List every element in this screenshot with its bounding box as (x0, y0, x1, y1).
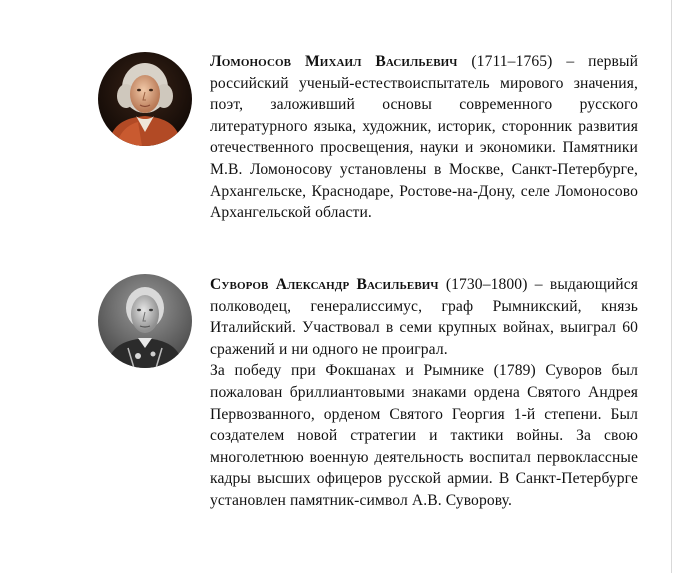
life-years: (1711–1765) (471, 53, 553, 70)
person-name: Ломоносов Михаил Васильевич (210, 53, 458, 70)
entry-text-suvorov (210, 274, 638, 512)
biography-paragraph: – первый российский ученый-естествоиспытатель мирового значения, поэт, заложивший основы современного русского литературного языка, художник, историк, сторонник развития отечественного просвещения, науки и экономики. Памятники М.В. Ломоносову установлены в Москве, Санкт-Петербурге, Архангельске, Краснодаре, Ростове-на-Дону, селе Ломоносово Архангельской области. (210, 53, 639, 222)
person-name: Суворов Александр Васильевич (210, 276, 439, 293)
biography-paragraph-1 (210, 274, 638, 360)
portrait-suvorov-icon (98, 274, 192, 368)
biography-text: – выдающийся полководец, генералиссимус, граф Рымникский, князь Италийский. Участвовал в семи крупных войнах, выиграл 60 сражений и ни одного не проиграл. (210, 276, 638, 358)
entry-text-lomonosov (210, 51, 638, 224)
portrait-lomonosov-icon (98, 52, 192, 146)
life-years: (1730–1800) (445, 276, 528, 293)
biography-paragraph-2: За победу при Фокшанах и Рымнике (1789) Суворов был пожалован бриллиантовыми знаками ордена Святого Андрея Первозванного, орденом Святого Георгия 1-й степени. Был создателем новой стратегии и тактики войны. За свою многолетнюю военную деятельность воспитал первоклассные кадры высших офицеров русской армии. В Санкт-Петербурге установлен памятник-символ А.В. Суворову. (210, 362, 638, 509)
page-edge (671, 0, 672, 573)
